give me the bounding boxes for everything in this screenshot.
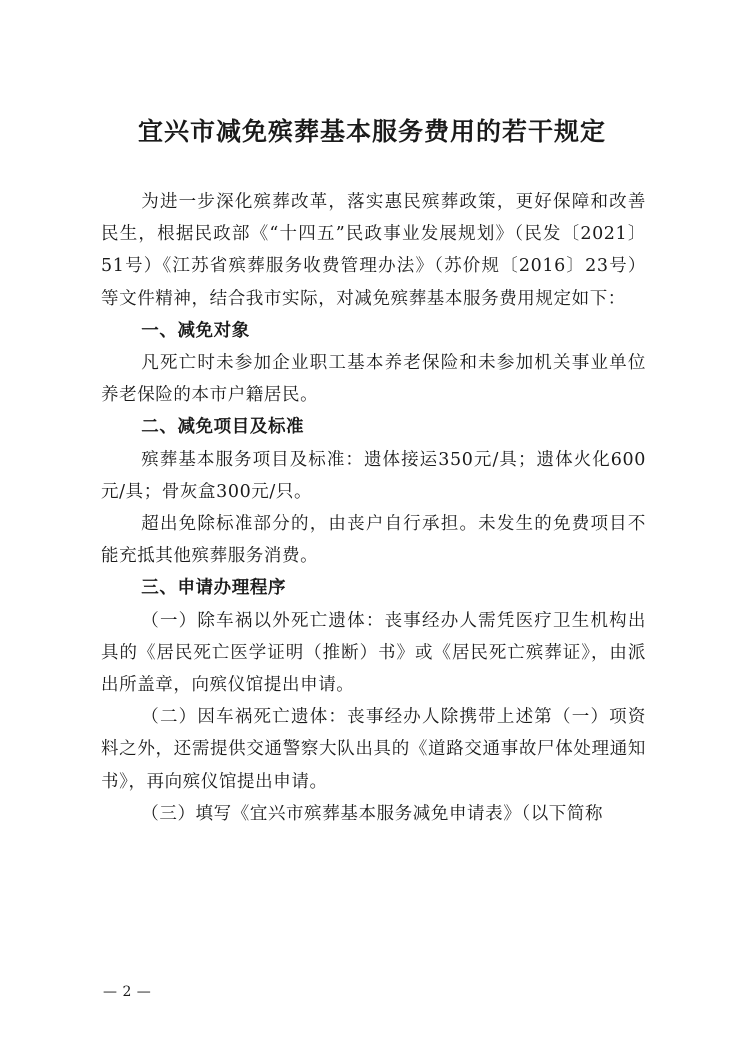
section-heading-reduction-target: 一、减免对象: [141, 320, 250, 341]
section-paragraph: 超出免除标准部分的，由丧户自行承担。未发生的免费项目不能充抵其他殡葬服务消费。: [101, 514, 646, 567]
page-number: — 2 —: [103, 984, 152, 1000]
intro-paragraph: 为进一步深化殡葬改革，落实惠民殡葬政策，更好保障和改善民生，根据民政部《“十四五”民政事业发展规划》（民发〔2021〕51号）《江苏省殡葬服务收费管理办法》（苏价规〔2016〕23号）等文件精神，结合我市实际，对减免殡葬基本服务费用规定如下：: [101, 192, 646, 309]
section-heading-items-and-standards: 二、减免项目及标准: [141, 417, 305, 438]
document-title: 宜兴市减免殡葬基本服务费用的若干规定: [137, 117, 606, 146]
section-paragraph: 殡葬基本服务项目及标准：遗体接运350元/具；遗体火化600元/具；骨灰盒300元/只。: [101, 449, 646, 502]
section-paragraph: （二）因车祸死亡遗体：丧事经办人除携带上述第（一）项资料之外，还需提供交通警察大队出具的《道路交通事故尸体处理通知书》，再向殡仪馆提出申请。: [101, 707, 646, 792]
section-paragraph: （三）填写《宜兴市殡葬基本服务减免申请表》（以下简称: [141, 803, 604, 824]
section-paragraph: 凡死亡时未参加企业职工基本养老保险和未参加机关事业单位养老保险的本市户籍居民。: [101, 353, 646, 406]
document-body: [101, 186, 646, 830]
section-heading-application-procedure: 三、申请办理程序: [141, 578, 287, 599]
section-paragraph: （一）除车祸以外死亡遗体：丧事经办人需凭医疗卫生机构出具的《居民死亡医学证明（推断）书》或《居民死亡殡葬证》，由派出所盖章，向殡仪馆提出申请。: [101, 610, 646, 696]
